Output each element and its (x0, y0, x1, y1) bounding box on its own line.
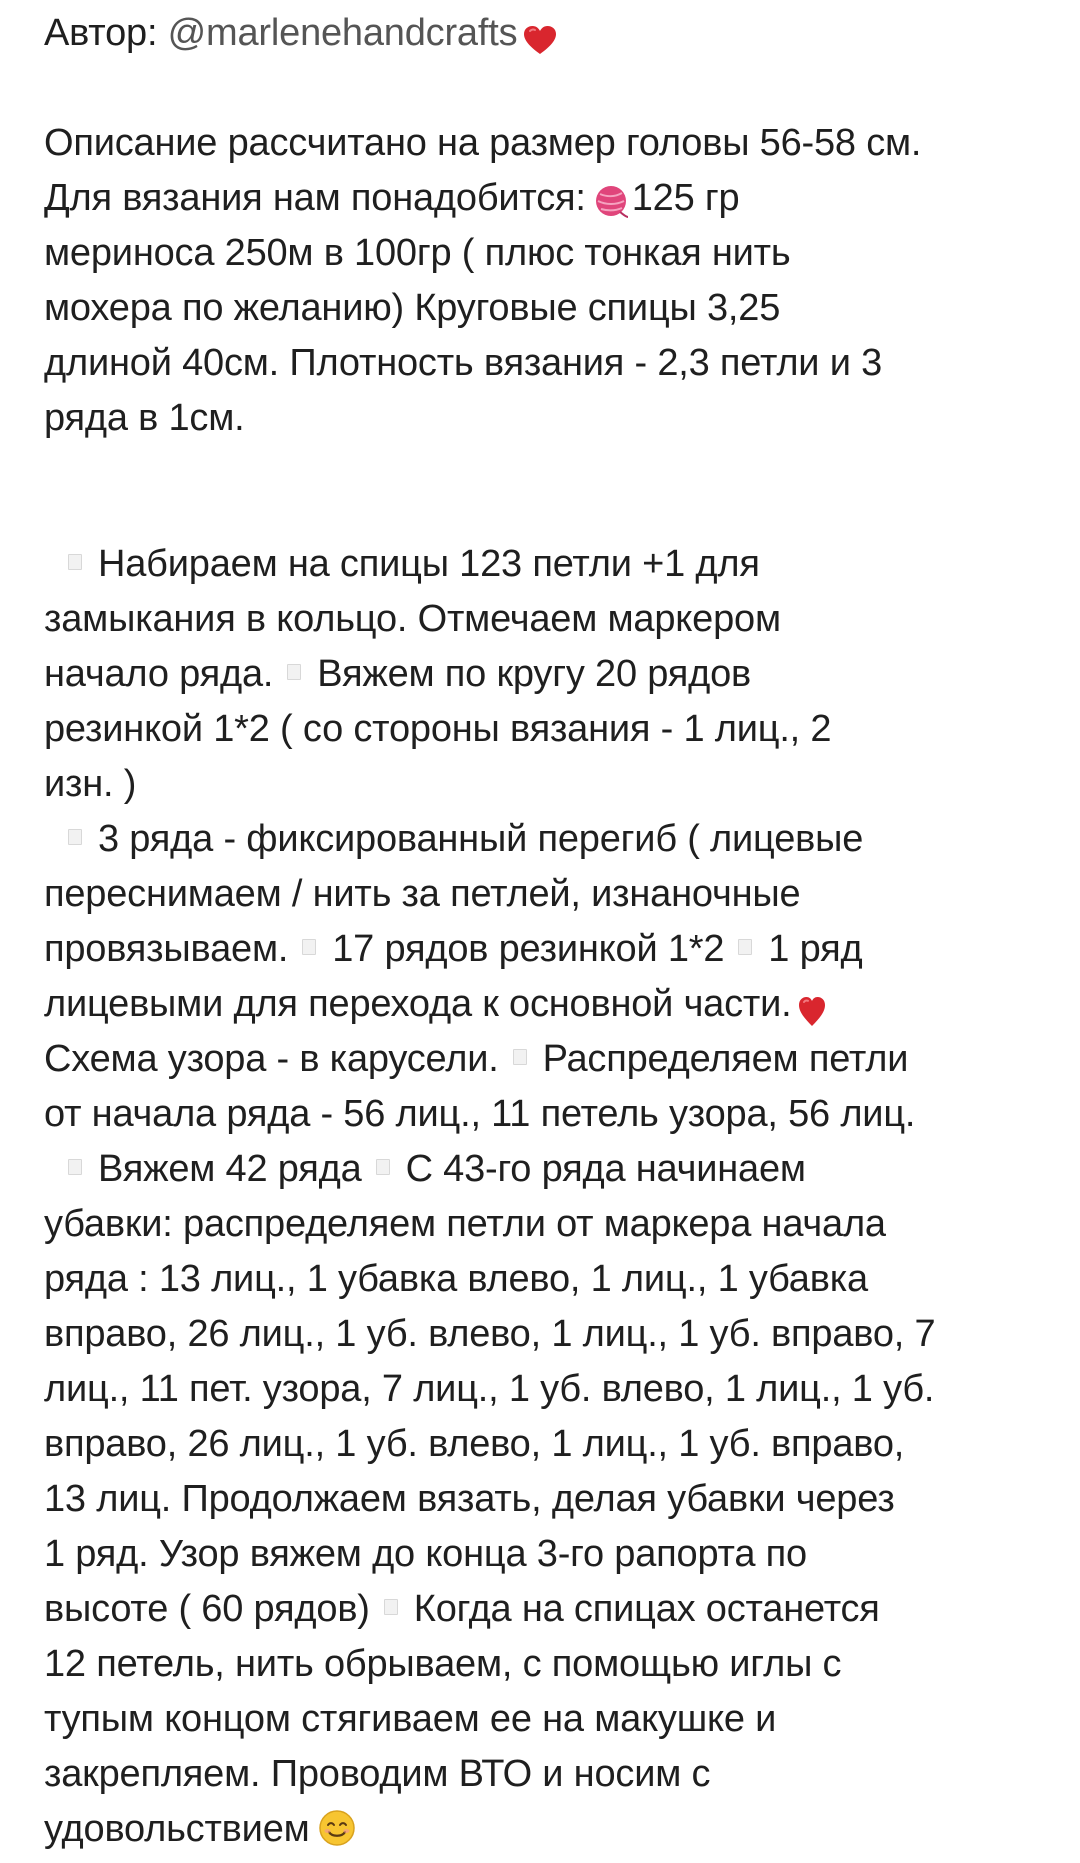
text-fragment: лицевыми для перехода к основной части. (44, 983, 792, 1025)
author-prefix: Автор: (44, 12, 168, 54)
smiling-face-icon (318, 1808, 356, 1846)
square-bullet-icon (513, 1049, 527, 1065)
square-bullet-icon (384, 1599, 398, 1615)
square-bullet-icon (376, 1159, 390, 1175)
paragraph-line: ряда в 1см. (44, 397, 245, 439)
red-heart-icon (523, 16, 557, 46)
text-fragment: С 43-го ряда начинаем (405, 1148, 806, 1190)
paragraph-line (44, 812, 1054, 867)
yarn-ball-icon (594, 179, 628, 213)
square-bullet-icon (738, 939, 752, 955)
paragraph-line (44, 537, 1054, 592)
text-fragment: 125 гр (631, 177, 740, 219)
text-fragment: Для вязания нам понадобится: (44, 177, 586, 219)
paragraph-line (44, 171, 1054, 226)
square-bullet-icon (302, 939, 316, 955)
paragraph-line (44, 1582, 1054, 1637)
paragraph-line: ряда : 13 лиц., 1 убавка влево, 1 лиц., 1 убавка (44, 1258, 868, 1300)
square-bullet-icon (287, 664, 301, 680)
paragraph-line: мериноса 250м в 100гр ( плюс тонкая нить (44, 232, 791, 274)
paragraph-line: вправо, 26 лиц., 1 уб. влево, 1 лиц., 1 уб. вправо, 7 (44, 1313, 936, 1355)
paragraph-line: закрепляем. Проводим ВТО и носим с (44, 1753, 711, 1795)
paragraph-line (44, 977, 1054, 1032)
post-text (44, 6, 1054, 1857)
author-line (44, 6, 1054, 61)
paragraph-line: резинкой 1*2 ( со стороны вязания - 1 лиц., 2 (44, 708, 832, 750)
paragraph-line: 13 лиц. Продолжаем вязать, делая убавки через (44, 1478, 895, 1520)
square-bullet-icon (68, 829, 82, 845)
text-fragment: Вяжем по кругу 20 рядов (317, 653, 752, 695)
paragraph-line: Описание рассчитано на размер головы 56-58 см. (44, 122, 922, 164)
paragraph-line: 12 петель, нить обрываем, с помощью иглы с (44, 1643, 842, 1685)
text-fragment: 1 ряд (768, 928, 863, 970)
text-fragment: Распределяем петли (542, 1038, 909, 1080)
author-handle-link[interactable]: @marlenehandcrafts (167, 12, 518, 54)
paragraph-line: замыкания в кольцо. Отмечаем маркером (44, 598, 781, 640)
paragraph-line: убавки: распределяем петли от маркера начала (44, 1203, 886, 1245)
text-fragment: высоте ( 60 рядов) (44, 1588, 370, 1630)
paragraph-line (44, 1032, 1054, 1087)
paragraph-line: переснимаем / нить за петлей, изнаночные (44, 873, 801, 915)
paragraph-line (44, 647, 1054, 702)
text-fragment: провязываем. (44, 928, 289, 970)
paragraph-line: лиц., 11 пет. узора, 7 лиц., 1 уб. влево, 1 лиц., 1 уб. (44, 1368, 935, 1410)
text-fragment: Вяжем 42 ряда (98, 1148, 362, 1190)
paragraph-line (44, 1802, 1054, 1857)
text-fragment: удовольствием (44, 1808, 310, 1850)
paragraph-line: тупым концом стягиваем ее на макушке и (44, 1698, 777, 1740)
paragraph-line (44, 922, 1054, 977)
text-fragment: начало ряда. (44, 653, 274, 695)
text-fragment: Схема узора - в карусели. (44, 1038, 499, 1080)
paragraph-line: вправо, 26 лиц., 1 уб. влево, 1 лиц., 1 уб. вправо, (44, 1423, 905, 1465)
text-fragment: Набираем на спицы 123 петли +1 для (98, 543, 760, 585)
text-fragment: 3 ряда - фиксированный перегиб ( лицевые (98, 818, 864, 860)
square-bullet-icon (68, 1159, 82, 1175)
paragraph-line: мохера по желанию) Круговые спицы 3,25 (44, 287, 781, 329)
square-bullet-icon (68, 554, 82, 570)
paragraph-line: изн. ) (44, 763, 137, 805)
paragraph-line: 1 ряд. Узор вяжем до конца 3-го рапорта по (44, 1533, 807, 1575)
paragraph-line (44, 1142, 1054, 1197)
paragraph-line: от начала ряда - 56 лиц., 11 петель узора, 56 лиц. (44, 1093, 916, 1135)
text-fragment: Когда на спицах останется (413, 1588, 880, 1630)
red-heart-icon (798, 988, 826, 1020)
text-fragment: 17 рядов резинкой 1*2 (332, 928, 725, 970)
paragraph-line: длиной 40см. Плотность вязания - 2,3 петли и 3 (44, 342, 883, 384)
